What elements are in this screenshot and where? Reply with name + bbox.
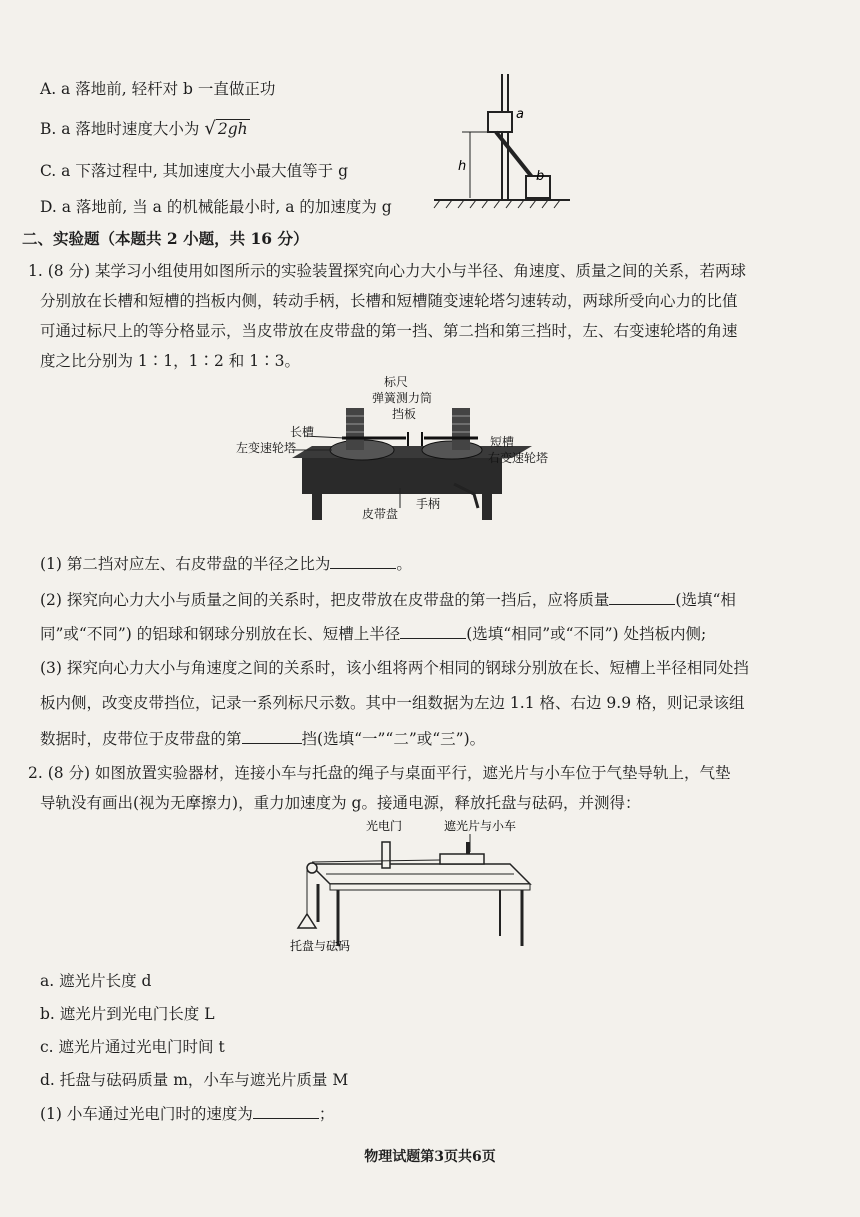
fig-label-long-slot: 长槽 [290, 425, 315, 439]
air-track-figure [290, 818, 540, 958]
q11-sub2-blank2[interactable] [400, 622, 466, 639]
q11-sub1-end: 。 [396, 555, 412, 573]
fig-label-right-tower: 右变速轮塔 [488, 451, 549, 465]
pulley [307, 863, 317, 873]
choice-b [40, 118, 250, 140]
q11-sub2-text2: 同”或“不同”) 的铝球和钢球分别放在长、短槽上半径 [40, 625, 401, 643]
choice-d: D. a 落地前, 当 a 的机械能最小时, a 的加速度为 g [40, 198, 392, 216]
sqrt-symbol: √ [204, 118, 216, 139]
q12-item-a: a. 遮光片长度 d [40, 972, 152, 990]
q12-line2: 导轨没有画出(视为无摩擦力)，重力加速度为 g。接通电源，释放托盘与砝码，并测得： [40, 794, 641, 812]
block-a [488, 112, 512, 132]
fig-label-handle-text: 手柄 [416, 497, 441, 511]
fig-label-baffle: 挡板 [392, 407, 417, 421]
fig-label-handle [416, 496, 440, 511]
centripetal-apparatus-figure [232, 372, 572, 532]
q12-sub1 [40, 1102, 334, 1125]
choice-a: A. a 落地前, 轻杆对 b 一直做正功 [40, 80, 276, 98]
fig-label-cart: 遮光片与小车 [444, 819, 517, 833]
fig-label-left-tower: 左变速轮塔 [236, 441, 297, 455]
label-a: a [516, 107, 524, 122]
rod-block-figure [432, 70, 572, 212]
q12-line1: 2. (8 分) 如图放置实验器材，连接小车与托盘的绳子与桌面平行，遮光片与小车位于气垫导轨上，气垫 [28, 764, 731, 782]
q11-line3: 可通过标尺上的等分格显示，当皮带放在皮带盘的第一挡、第二挡和第三挡时，左、右变速轮塔的角速 [40, 322, 738, 340]
q12-sub1-text: (1) 小车通过光电门时的速度为 [40, 1105, 253, 1123]
cart [440, 854, 484, 864]
q11-sub1 [40, 552, 412, 575]
q12-item-b: b. 遮光片到光电门长度 L [40, 1005, 215, 1023]
fig-label-belt-disk: 皮带盘 [362, 507, 399, 521]
q11-sub2-blank1[interactable] [609, 588, 675, 605]
q11-sub3-line3 [40, 727, 485, 750]
q11-sub3-blank[interactable] [242, 727, 302, 744]
choice-b-text: B. a 落地时速度大小为 [40, 120, 200, 138]
q11-sub1-blank[interactable] [330, 552, 396, 569]
photogate [382, 842, 390, 868]
q11-sub3-text2: 挡(选填“一”“二”或“三”)。 [301, 730, 486, 748]
tray [298, 914, 316, 928]
fig-label-spring: 弹簧测力筒 [372, 391, 433, 405]
q12-sub1-end: ； [318, 1105, 335, 1123]
q11-sub3-line2: 板内侧，改变皮带挡位，记录一系列标尺示数。其中一组数据为左边 1.1 格、右边 9.9 格，则记录该组 [40, 694, 745, 712]
base-body [302, 458, 502, 494]
fig-label-short-slot: 短槽 [490, 435, 515, 449]
q12-sub1-blank[interactable] [253, 1102, 319, 1119]
choice-c: C. a 下落过程中, 其加速度大小最大值等于 g [40, 162, 349, 180]
choice-b-math: 2gh [217, 120, 248, 138]
q11-sub3-text: 数据时，皮带位于皮带盘的第 [40, 730, 242, 748]
string [312, 860, 440, 862]
q12-item-c: c. 遮光片通过光电门时间 t [40, 1038, 225, 1056]
q11-sub2-text1b: (选填“相 [675, 591, 736, 609]
label-h: h [458, 159, 467, 174]
q12-item-d: d. 托盘与砝码质量 m，小车与遮光片质量 M [40, 1071, 349, 1089]
q11-sub2-text2b: (选填“相同”或“不同”) 处挡板内侧; [466, 625, 707, 643]
label-b: b [536, 169, 545, 184]
q11-sub1-text: (1) 第二挡对应左、右皮带盘的半径之比为 [40, 555, 331, 573]
q11-line2: 分别放在长槽和短槽的挡板内侧，转动手柄，长槽和短槽随变速轮塔匀速转动，两球所受向心力的比值 [40, 292, 738, 310]
q11-sub2-line2 [40, 622, 706, 645]
section-heading: 二、实验题（本题共 2 小题，共 16 分） [22, 229, 309, 248]
q11-sub2-line1 [40, 588, 736, 611]
q11-line4: 度之比分别为 1∶1，1∶2 和 1∶3。 [40, 352, 300, 370]
q11-line1: 1. (8 分) 某学习小组使用如图所示的实验装置探究向心力大小与半径、角速度、质量之间的关系，若两球 [28, 262, 747, 280]
page-footer: 物理试题第3页共6页 [364, 1149, 496, 1165]
fig-label-ruler: 标尺 [384, 375, 409, 389]
fig-label-tray: 托盘与砝码 [290, 939, 351, 953]
left-spring-cylinder [346, 408, 364, 450]
q11-sub3-line1: (3) 探究向心力大小与角速度之间的关系时，该小组将两个相同的钢球分别放在长、短槽上半径相同处挡 [40, 659, 749, 677]
right-spring-cylinder [452, 408, 470, 450]
fig-label-gate: 光电门 [366, 819, 403, 833]
q11-sub2-text1: (2) 探究向心力大小与质量之间的关系时，把皮带放在皮带盘的第一挡后，应将质量 [40, 591, 610, 609]
shading-plate [466, 842, 470, 854]
